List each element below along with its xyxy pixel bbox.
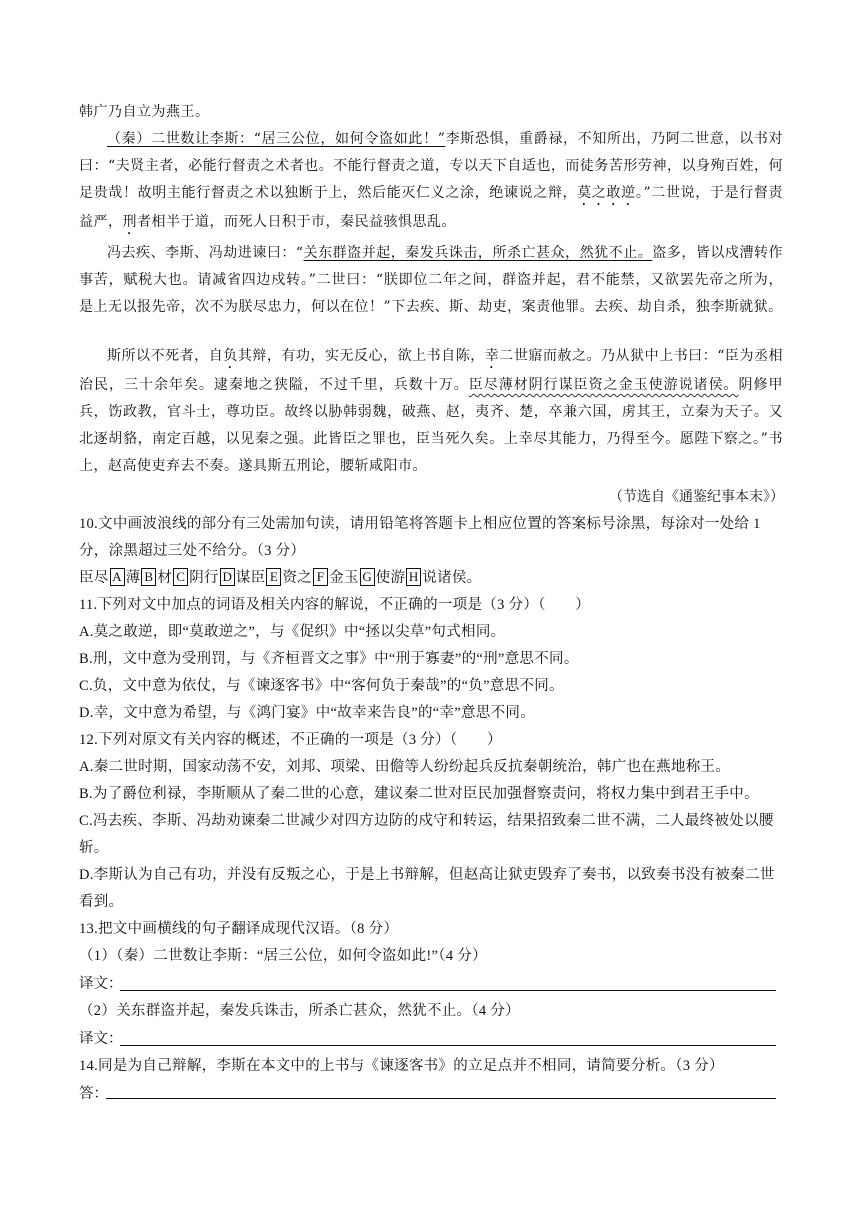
translation-label-1: 译文： [79, 976, 123, 992]
segment: 材 [157, 570, 173, 586]
answer-line-14[interactable] [106, 1098, 776, 1099]
question-13-sub-2: （2）关东群盗并起，秦发兵诛击，所杀亡甚众，然犹不止。（4 分） [79, 1003, 520, 1019]
answer-box-a[interactable]: A [110, 568, 125, 586]
question-12-option-c[interactable]: C.冯去疾、李斯、冯劫劝谏秦二世减少对四方边防的戍守和转运，结果招致秦二世不满，二人最终被处以腰斩。 [79, 813, 774, 856]
passage-paragraph-1 [79, 126, 783, 238]
paragraph-text: 盗多，皆以戍漕转作事苦，赋税大也。请减省四边戍转。”二世曰：“朕即位二年之间，群盗并起，君不能禁，又欲罢先帝之所为，是上无以报先帝，次不为朕尽忠力，何以在位！”下去疾、斯、劫吏，案责他罪。去疾、劫自杀，独李斯就狱。 [79, 245, 784, 315]
segment: 资之 [282, 570, 313, 586]
passage-paragraph-3 [79, 343, 783, 480]
question-14-stem: 14.同是为自己辩解，李斯在本文中的上书与《谏逐客书》的立足点并不相同，请简要分析。（3 分） [79, 1058, 724, 1074]
answer-line-13-2[interactable] [120, 1045, 776, 1046]
paragraph-text: 者相半于道，而死人日积于市，秦民益骇惧思乱。 [137, 214, 456, 230]
passage-line-0: 韩广乃自立为燕王。 [79, 104, 210, 120]
dotted-word-fu: 负 [223, 348, 238, 364]
dotted-word-xing2: 幸 [484, 348, 500, 364]
question-11-option-c[interactable]: C.负，文中意为依仗，与《谏逐客书》中“客何负于秦哉”的“负”意思不同。 [79, 678, 564, 694]
underlined-sentence-2: 关东群盗并起，秦发兵诛击，所杀亡甚众，然犹不止。 [303, 245, 653, 261]
paragraph-text: 李斯恐惧，重爵禄，不知所出，乃阿二世意，以书对曰：“夫贤主者，必能行督责之术者也。不能行督责之道，专以天下自适也，而徒务苦形劳神，以身殉百姓，何足贵哉！故明主能行督责之术以独断于上，然后能灭仁义之涂，绝谏说之辩， [79, 131, 783, 201]
paragraph-text: 其辩，有功，实无反心，欲上书自陈， [237, 348, 485, 364]
paragraph-text: 冯去疾、李斯、冯劫进谏曰：“ [107, 245, 304, 261]
question-12-stem: 12.下列对原文有关内容的概述，不正确的一项是（3 分）（ ） [79, 732, 502, 748]
dotted-word-xing: 刑 [122, 214, 137, 230]
answer-label-14: 答： [79, 1086, 108, 1102]
answer-box-h[interactable]: H [406, 568, 421, 586]
answer-box-e[interactable]: E [266, 568, 281, 586]
answer-box-f[interactable]: F [313, 568, 328, 586]
question-12-option-d[interactable]: D.李斯认为自己有功，并没有反叛之心，于是上书辩解，但赵高让狱吏毁弃了奏书，以致奏书没有被秦二世看到。 [79, 867, 775, 910]
segment: 薄 [125, 570, 141, 586]
dotted-phrase: 莫之敢逆 [577, 185, 636, 201]
paragraph-text: 斯所以不死者，自 [107, 348, 224, 364]
paragraph-text: 二世寤而赦之。乃从狱中上书曰：“臣为丞相治民，三十余年矣。逮秦地之狭隘，不过千里，兵数十万。 [79, 348, 784, 393]
answer-line-13-1[interactable] [120, 990, 776, 991]
segment: 说诸侯。 [422, 570, 482, 586]
question-12-option-b[interactable]: B.为了爵位利禄，李斯顺从了秦二世的心意，建议秦二世对臣民加强督察责问，将权力集中到君王手中。 [79, 786, 759, 802]
question-11-stem: 11.下列对文中加点的词语及相关内容的解说，不正确的一项是（3 分）（ ） [79, 597, 591, 613]
passage-paragraph-2 [79, 240, 783, 321]
segment: 使游 [375, 570, 406, 586]
question-10-segments [79, 565, 783, 592]
source-citation: （节选自《通鉴纪事本末》） [609, 489, 784, 505]
question-11-option-a[interactable]: A.莫之敢逆，即“莫敢逆之”，与《促织》中“拯以尖草”句式相同。 [79, 624, 506, 640]
question-11-option-b[interactable]: B.刑，文中意为受刑罚，与《齐桓晋文之事》中“刑于寡妻”的“刑”意思不同。 [79, 651, 579, 667]
question-13-sub-1: （1）（秦）二世数让李斯：“居三公位，如何令盗如此!”（4 分） [79, 948, 487, 964]
answer-box-c[interactable]: C [173, 568, 188, 586]
translation-label-2: 译文： [79, 1031, 123, 1047]
answer-box-d[interactable]: D [220, 568, 235, 586]
segment: 阴行 [189, 570, 219, 586]
paragraph-text: 。”二世说，于是行督责益严， [79, 185, 784, 230]
question-11-option-d[interactable]: D.幸，文中意为希望，与《鸿门宴》中“故幸来告良”的“幸”意思不同。 [79, 705, 536, 721]
question-12-option-a[interactable]: A.秦二世时期，国家动荡不安，刘邦、项梁、田儋等人纷纷起兵反抗秦朝统治，韩广也在燕地称王。 [79, 759, 731, 775]
segment: 金玉 [329, 570, 359, 586]
answer-box-g[interactable]: G [360, 568, 375, 586]
paragraph-text: 阴修甲兵，饬政教，官斗士，尊功臣。故终以胁韩弱魏，破燕、赵，夷齐、楚，卒兼六国，虏其王，立秦为天子。又北逐胡貉，南定百越，以见秦之强。此皆臣之罪也，臣当死久矣。上幸尽其能力，乃得至今。愿陛下察之。”书上，赵高使吏弃去不奏。遂具斯五刑论，腰斩咸阳市。 [79, 377, 784, 474]
answer-box-b[interactable]: B [141, 568, 156, 586]
segment: 谋臣 [235, 570, 266, 586]
underlined-sentence-1: （秦）二世数让李斯：“居三公位，如何令盗如此！” [107, 131, 446, 147]
wavy-underlined-sentence: 臣尽薄材阴行谋臣资之金玉使游说诸侯。 [468, 377, 739, 393]
question-13-stem: 13.把文中画横线的句子翻译成现代汉语。（8 分） [79, 921, 399, 937]
segment: 臣尽 [79, 570, 109, 586]
question-10-stem: 10.文中画波浪线的部分有三处需加句读，请用铅笔将答题卡上相应位置的答案标号涂黑，每涂对一处给 1分，涂黑超过三处不给分。（3 分） [79, 516, 761, 559]
